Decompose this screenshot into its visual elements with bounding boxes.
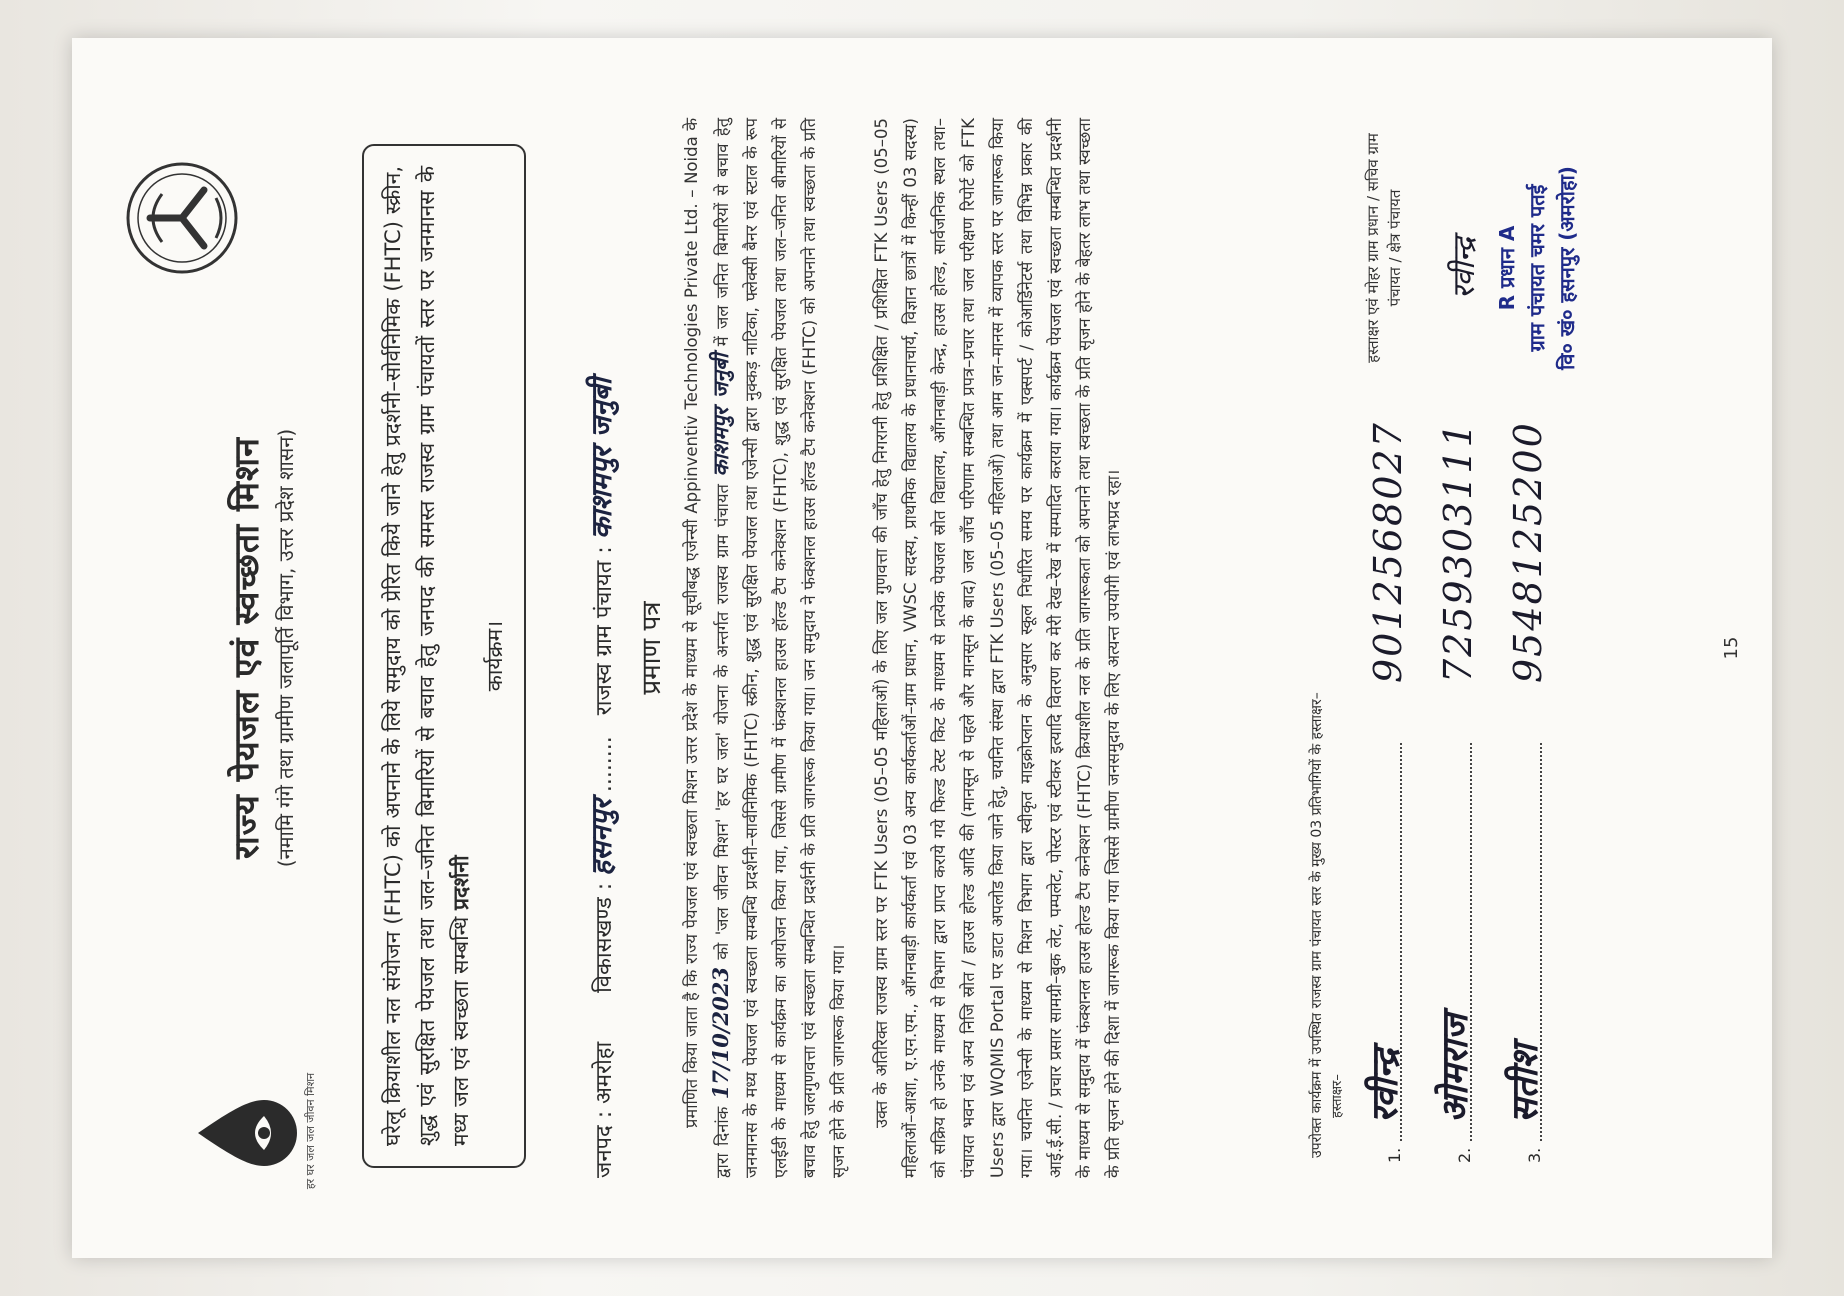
logo-caption: हर घर जल जल जीवन मिशन bbox=[304, 1072, 317, 1190]
body-paragraph-2: उक्त के अतिरिक्त राजस्व ग्राम स्तर पर FTK Users (05–05 महिलाओं) के लिए जल गुणवत्ता की जाँच हेतु निगरानी हेतु प्रशिक्षित / प्रशिक्षित FTK Users (05–05 महिलाओं–आशा, ए.एन.एम., आँगनबाड़ी कार्यकर्ता एवं 03 अन्य कार्यकर्ताओं–ग्राम प्रधान, VWSC सदस्य, प्राथमिक विद्यालय के प्रधानाचार्य, विज्ञान छात्रों में किन्हीं 03 सदस्य) को सक्रिय हो उनके माध्यम से विभाग द्वारा प्राप्त कराये गये फिल्ड टेस्ट किट के माध्यम से प्रत्येक पेयजल स्रोत विद्यालय, आँगनबाड़ी केन्द्र, हाउस होल्ड, सार्वजनिक स्थल तथा–पंचायत भवन एवं अन्य निजि स्रोत / हाउस होल्ड आदि की (मानसून से पहले और मानसून के बाद) जल जाँच परिणाम सम्बन्धित प्रपत्र–प्रचार तथा जल परीक्षण रिपोर्ट को FTK Users द्वारा WQMIS Portal पर डाटा अपलोड किया जाने हेतु, चयनित संस्था द्वारा FTK Users (05–05 महिलाओं) तथा आम जन–मानस में व्यापक स्तर पर जागरूक किया गया। चयनित एजेन्सी के माध्यम से मिशन विभाग द्वारा स्वीकृत माइक्रोप्लान के अनुसार स्कूल निर्धारित समय पर कार्यक्रम में एक्सपर्ट / कोआर्डिनेटर्स तथा विभिन्न प्रकार की आई.ई.सी. / प्रचार प्रसार सामग्री–बुक लेट, पम्पलेट, पोस्टर एवं स्टीकर इत्यादि वितरण कर मेरी देख–रेख में सम्पादित कराया गया। कार्यक्रम पेयजल एवं स्वच्छता सम्बन्धित प्रदर्शनी के माध्यम से समुदाय में फंक्शनल हाउस होल्ड टैप कनेक्शन (FHTC) क्रियाशील नल के प्रति जागरूकता को अपनाने तथा स्वच्छता के प्रति सृजन होने के बेहतर लाभ तथा स्वच्छता के प्रति सृजन होने की दिशा में जागरूक किया गया जिससे ग्रामीण जनसमुदाय के लिए अत्यन्त उपयोगी एवं लाभप्रद रहा। bbox=[872, 118, 1123, 1178]
event-date: 17/10/2023 bbox=[708, 967, 733, 1100]
participant-signature: सतीश bbox=[1504, 1044, 1546, 1123]
para1-start: प्रमाणित किया जाता है कि राज्य पेयजल एवं स्वच्छता मिशन उत्तर प्रदेश के माध्यम से सूचीबद्ध एजेन्सी Appinventiv Technologies Private Ltd. – Noida के द्वारा दिनांक bbox=[682, 118, 732, 1178]
body-paragraph-1 bbox=[677, 118, 853, 1178]
participant-phone: 9548125200 bbox=[1506, 421, 1550, 683]
program-description-ending: कार्यक्रम। bbox=[483, 620, 507, 692]
block-label: विकासखण्ड : bbox=[592, 882, 617, 993]
signature-number: 2. bbox=[1455, 1147, 1474, 1163]
participant-phone: 9012568027 bbox=[1366, 421, 1410, 683]
program-description-text: घरेलू क्रियाशील नल संयोजन (FHTC) को अपनाने के लिये समुदाय को प्रेरित किये जाने हेतु प्रदर्शनी–सोर्वनिमिक (FHTC) स्क्रीन, शुद्ध एवं सुरक्षित पेयजल तथा जल–जनित बिमारियों से बचाव हेतु जनपद की समस्त राजस्व ग्राम पंचायतों स्तर पर जनमानस के मध्य जल एवं स्वच्छता सम्बन्धि bbox=[381, 166, 473, 1146]
block-value: हसनपुर bbox=[585, 799, 618, 876]
program-description-bold: प्रदर्शनी bbox=[449, 855, 473, 910]
body-panchayat-value: काशमपुर जनुबी bbox=[708, 353, 733, 477]
signature-row bbox=[1492, 403, 1552, 1163]
mission-subtitle: (नमामि गंगे तथा ग्रामीण जलापूर्ति विभाग, उत्तर प्रदेश शासन) bbox=[274, 428, 298, 868]
panchayat-label: राजस्व ग्राम पंचायत : bbox=[592, 546, 617, 716]
signatures-intro: उपरोक्त कार्यक्रम में उपस्थित राजस्व ग्राम पंचायत स्तर के मुख्य 03 प्रतिभागियों के हस्ताक्षर– bbox=[1309, 692, 1325, 1158]
stamp-line-3: वि० खं० हसनपुर (अमरोहा) bbox=[1555, 166, 1579, 370]
signatures-label: हस्ताक्षर– bbox=[1330, 1074, 1345, 1118]
certificate-title: प्रमाण पत्र bbox=[637, 601, 667, 695]
panchayat-value: काशमपुर जनुबी bbox=[585, 378, 618, 540]
pradhan-signature-caption: हस्ताक्षर एवं मोहर ग्राम प्रधान / सचिव ग्राम पंचायत / क्षेत्र पंचायत bbox=[1364, 133, 1404, 363]
stamp-line-2: ग्राम पंचायत चमर पतई bbox=[1525, 184, 1549, 352]
signature-row bbox=[1422, 403, 1482, 1163]
gram-panchayat-stamp bbox=[1492, 118, 1582, 418]
certificate-body bbox=[677, 118, 1142, 1178]
location-line: जनपद : अमरोहा विकासखण्ड : हसनपुर ........ राजस्व ग्राम पंचायत : काशमपुर जनुबी bbox=[585, 378, 618, 1178]
para1-mid: को 'जल जीवन मिशन' 'हर घर जल' योजना के अन्तर्गत राजस्व ग्राम पंचायत bbox=[713, 484, 732, 960]
document-page bbox=[72, 38, 1772, 1258]
signature-row bbox=[1352, 403, 1412, 1163]
page-number: 15 bbox=[1721, 636, 1742, 660]
program-description-box bbox=[362, 144, 526, 1168]
signature-number: 3. bbox=[1525, 1147, 1544, 1163]
para1-end: में जल जनित बिमारियों से बचाव हेतु जनमानस के मध्य पेयजल एवं स्वच्छता सम्बन्धि प्रदर्शनी–सार्वनिमिक (FHTC) स्क्रीन, शुद्ध एवं सुरक्षित पेयजल तथा एजेन्सी द्वारा नुक्कड़ नाटिका, फ्लेक्सी बैनर एवं स्टाल के रूप एलईडी के माध्यम से कार्यक्रम का आयोजन किया गया, जिससे ग्रामीण में फंक्शनल हाउस हॉल्ड टैप कनेक्शन (FHTC), शुद्ध एवं सुरक्षित पेयजल तथा जल–जनित बीमारियों से बचाव हेतु जलगुणवत्ता एवं स्वच्छता सम्बन्धित प्रदर्शनी के प्रति जागरूक किया गया। जन समुदाय ने फंक्शनल हाउस हॉल्ड टैप कनेक्शन (FHTC) को अपनाने तथा स्वच्छता के प्रति सृजन होने के प्रति जागरूक किया गया। bbox=[713, 118, 848, 1178]
stamp-line-1: R प्रधान A bbox=[1495, 225, 1519, 311]
participant-signature: ओमराज bbox=[1434, 1013, 1476, 1123]
mission-title: राज्य पेयजल एवं स्वच्छता मिशन bbox=[227, 436, 267, 860]
pradhan-signature: रवीन्द्र bbox=[1447, 237, 1482, 299]
participant-signature: रवीन्द्र bbox=[1364, 1048, 1406, 1123]
signature-number: 1. bbox=[1385, 1147, 1404, 1163]
participant-phone: 7259303111 bbox=[1436, 421, 1480, 683]
district-label: जनपद : अमरोहा bbox=[592, 1041, 617, 1178]
